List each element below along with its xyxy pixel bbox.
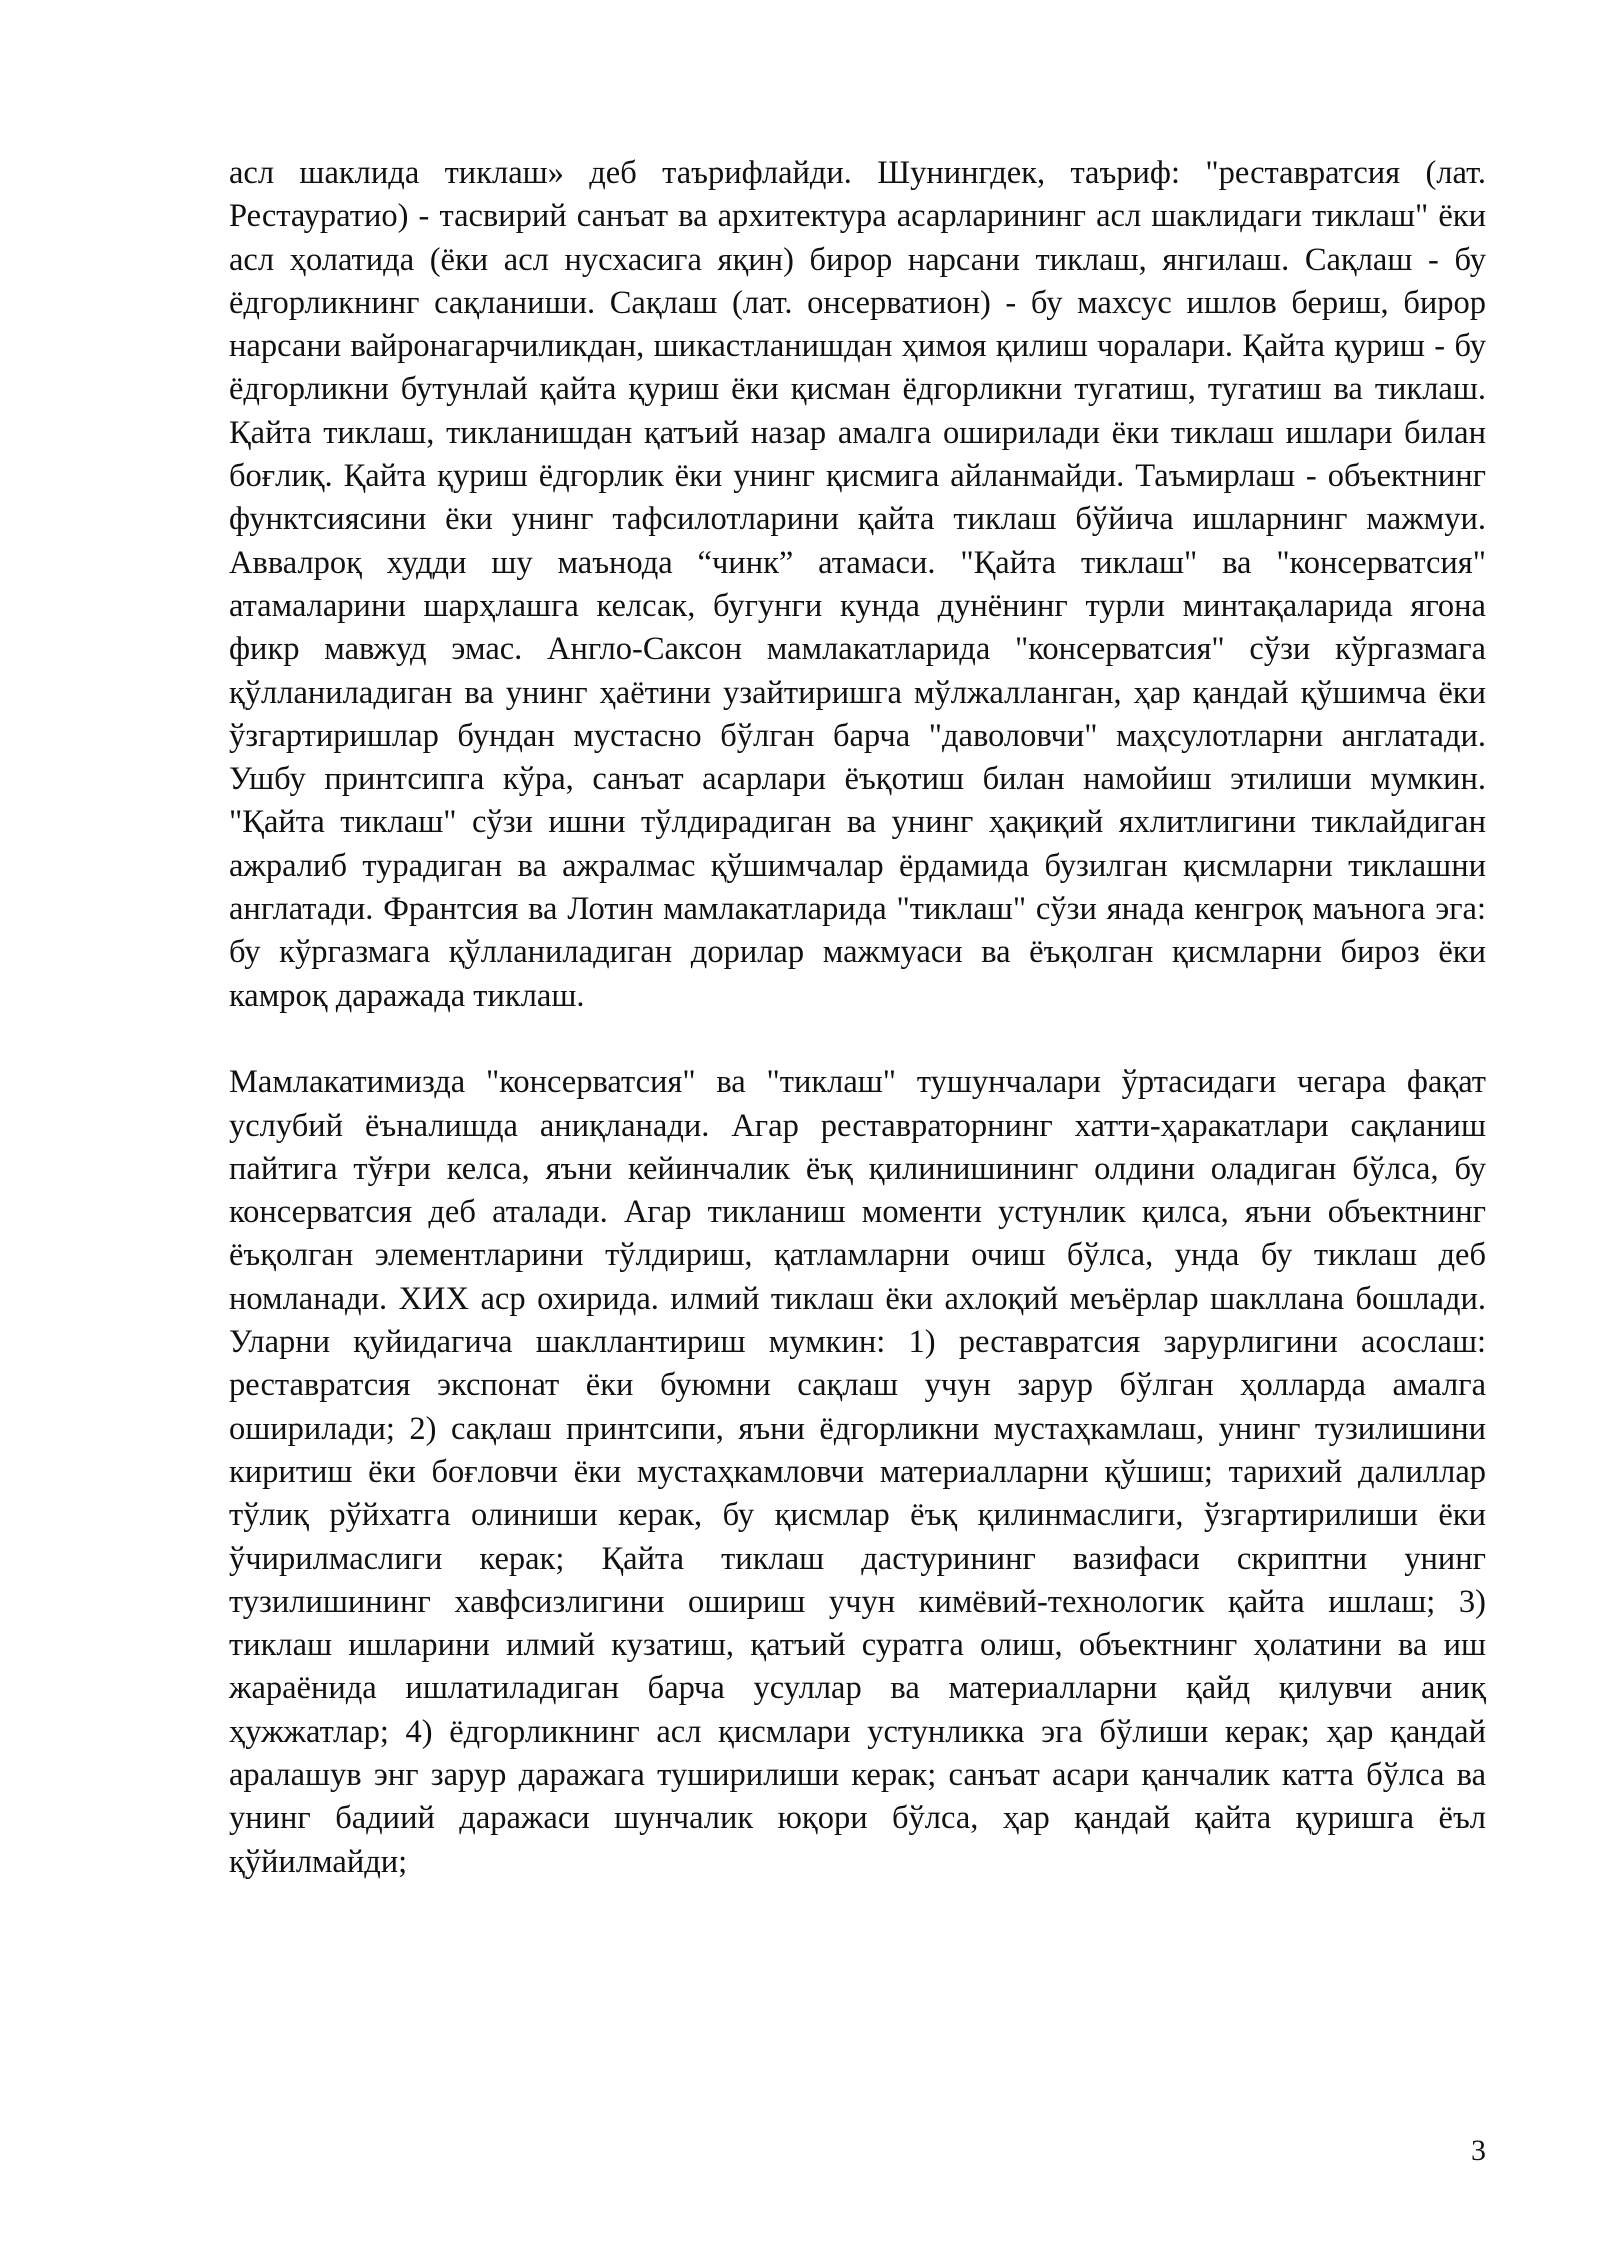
page-number: 3 xyxy=(1471,2134,1486,2167)
page-body xyxy=(229,152,1486,1884)
paragraph-2: Мамлакатимизда "консерватсия" ва "тиклаш" тушунчалари ўртасидаги чегара фақат услубий ёъналишда аниқланади. Агар реставраторнинг хатти-ҳаракатлари сақланиш пайтига тўғри келса, яъни кейинчалик ёъқ қилинишининг олдини оладиган бўлса, бу консерватсия деб аталади. Агар тикланиш моменти устунлик қилса, яъни объектнинг ёъқолган элементларини тўлдириш, қатламларни очиш бўлса, унда бу тиклаш деб номланади. ХИХ аср охирида. илмий тиклаш ёки ахлоқий меъёрлар шакллана бошлади. Уларни қуйидагича шакллантириш мумкин: 1) реставратсия зарурлигини асослаш: реставратсия экспонат ёки буюмни сақлаш учун зарур бўлган ҳолларда амалга оширилади; 2) сақлаш принтсипи, яъни ёдгорликни мустаҳкамлаш, унинг тузилишини киритиш ёки боғловчи ёки мустаҳкамловчи материалларни қўшиш; тарихий далиллар тўлиқ рўйхатга олиниши керак, бу қисмлар ёъқ қилинмаслиги, ўзгартирилиши ёки ўчирилмаслиги керак; Қайта тиклаш дастурининг вазифаси скриптни унинг тузилишининг хавфсизлигини ошириш учун кимёвий-технологик қайта ишлаш; 3) тиклаш ишларини илмий кузатиш, қатъий суратга олиш, объектнинг ҳолатини ва иш жараёнида ишлатиладиган барча усуллар ва материалларни қайд қилувчи аниқ ҳужжатлар; 4) ёдгорликнинг асл қисмлари устунликка эга бўлиши керак; ҳар қандай аралашув энг зарур даражага туширилиши керак; санъат асари қанчалик катта бўлса ва унинг бадиий даражаси шунчалик юқори бўлса, ҳар қандай қайта қуришга ёъл қўйилмайди; xyxy=(229,1064,1486,1880)
paragraph-1: асл шаклида тиклаш» деб таърифлайди. Шунингдек, таъриф: "реставратсия (лат. Рестауратио) - тасвирий санъат ва архитектура асарларининг асл шаклидаги тиклаш" ёки асл ҳолатида (ёки асл нусхасига яқин) бирор нарсани тиклаш, янгилаш. Сақлаш - бу ёдгорликнинг сақланиши. Сақлаш (лат. онсерватион) - бу махсус ишлов бериш, бирор нарсани вайронагарчиликдан, шикастланишдан ҳимоя қилиш чоралари. Қайта қуриш - бу ёдгорликни бутунлай қайта қуриш ёки қисман ёдгорликни тугатиш, тугатиш ва тиклаш. Қайта тиклаш, тикланишдан қатъий назар амалга оширилади ёки тиклаш ишлари билан боғлиқ. Қайта қуриш ёдгорлик ёки унинг қисмига айланмайди. Таъмирлаш - объектнинг функтсиясини ёки унинг тафсилотларини қайта тиклаш бўйича ишларнинг мажмуи. Аввалроқ худди шу маънода “чинк” атамаси. "Қайта тиклаш" ва "консерватсия" атамаларини шарҳлашга келсак, бугунги кунда дунёнинг турли минтақаларида ягона фикр мавжуд эмас. Англо-Саксон мамлакатларида "консерватсия" сўзи кўргазмага қўлланиладиган ва унинг ҳаётини узайтиришга мўлжалланган, ҳар қандай қўшимча ёки ўзгартиришлар бундан мустасно бўлган барча "даволовчи" маҳсулотларни англатади. Ушбу принтсипга кўра, санъат асарлари ёъқотиш билан намойиш этилиши мумкин. "Қайта тиклаш" сўзи ишни тўлдирадиган ва унинг ҳақиқий яхлитлигини тиклайдиган ажралиб турадиган ва ажралмас қўшимчалар ёрдамида бузилган қисмларни тиклашни англатади. Франтсия ва Лотин мамлакатларида "тиклаш" сўзи янада кенгроқ маънога эга: бу кўргазмага қўлланиладиган дорилар мажмуаси ва ёъқолган қисмларни бироз ёки камроқ даражада тиклаш. xyxy=(229,155,1486,1014)
